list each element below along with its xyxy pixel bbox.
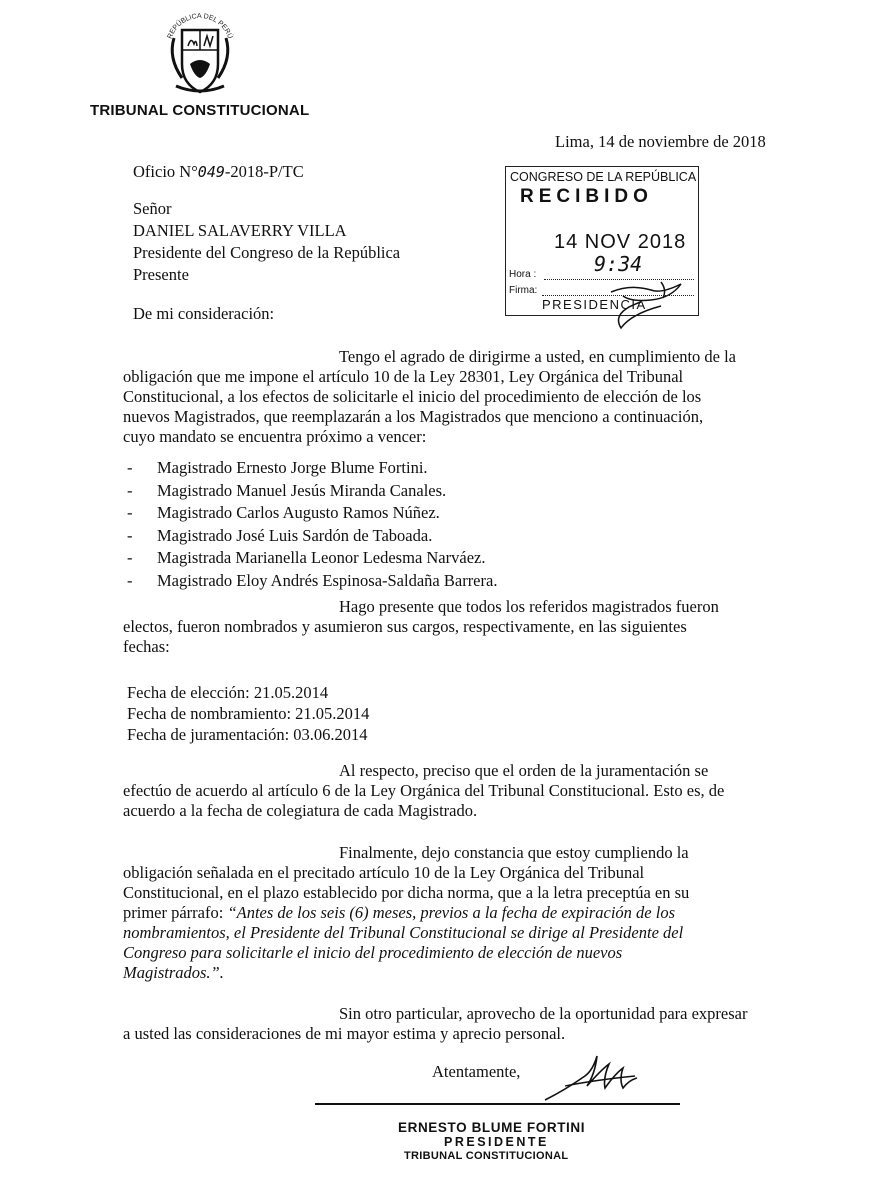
paragraph-line: obligación que me impone el artículo 10 de la Ley 28301, Ley Orgánica del Tribunal: [123, 367, 684, 386]
paragraph-farewell: [123, 1004, 773, 1044]
legal-quote: Congreso para solicitarle el inicio del procedimiento de elección de nuevos: [123, 943, 623, 962]
institution-name: TRIBUNAL CONSTITUCIONAL: [90, 102, 310, 119]
legal-quote: “Antes de los seis (6) meses, previos a la fecha de expiración de los: [227, 903, 675, 922]
list-marker: -: [127, 570, 133, 590]
paragraph-line: [123, 903, 773, 923]
signer-title: PRESIDENTE: [444, 1135, 549, 1149]
magistrate-name: Magistrado Ernesto Jorge Blume Fortini.: [157, 458, 428, 477]
magistrate-name: Magistrado Eloy Andrés Espinosa-Saldaña Barrera.: [157, 570, 498, 590]
paragraph-line: obligación señalada en el precitado artículo 10 de la Ley Orgánica del Tribunal: [123, 863, 645, 882]
salutation: De mi consideración:: [133, 304, 275, 323]
stamp-initials-scribble-icon: [601, 272, 711, 332]
signature-line: [315, 1103, 680, 1105]
addressee-line: Presidente del Congreso de la República: [133, 243, 401, 262]
list-marker: -: [127, 480, 133, 500]
paragraph-line: Hago presente que todos los referidos magistrados fueron: [339, 597, 719, 616]
magistrate-name: Magistrado Manuel Jesús Miranda Canales.: [157, 480, 447, 500]
reference-suffix: -2018-P/TC: [224, 162, 304, 181]
paragraph-legal-basis: [123, 843, 773, 983]
reference-prefix: Oficio N°: [133, 162, 198, 181]
legal-quote: nombramientos, el Presidente del Tribunal Constitucional se dirige al Presidente del: [123, 923, 684, 942]
addressee-line: Presente: [133, 265, 189, 284]
paragraph-line: Finalmente, dejo constancia que estoy cumpliendo la: [339, 843, 689, 862]
stamp-office: PRESIDENCIA: [542, 297, 647, 312]
paragraph-line: Sin otro particular, aprovecho de la oportunidad para expresar: [339, 1004, 748, 1023]
magistrate-name: Magistrado Carlos Augusto Ramos Núñez.: [157, 503, 440, 522]
svg-text:REPÚBLICA DEL PERÚ: [167, 13, 236, 40]
paragraph-swearing-order: [123, 761, 773, 821]
paragraph-intro: [123, 347, 773, 447]
paragraph-line: a usted las consideraciones de mi mayor estima y aprecio personal.: [123, 1024, 566, 1043]
swearing-in-date: Fecha de juramentación: 03.06.2014: [127, 725, 368, 744]
stamp-firma-label: Firma:: [509, 285, 538, 296]
paragraph-line: electos, fueron nombrados y asumieron sus cargos, respectivamente, en las siguientes: [123, 617, 687, 636]
received-stamp: [505, 166, 699, 316]
paragraph-text: primer párrafo:: [123, 903, 228, 922]
paragraph-line: Al respecto, preciso que el orden de la juramentación se: [339, 761, 709, 780]
stamp-time-handwritten: 9:34: [594, 252, 643, 276]
list-marker: -: [127, 503, 133, 522]
signer-organization: TRIBUNAL CONSTITUCIONAL: [404, 1150, 569, 1162]
appointment-date: Fecha de nombramiento: 21.05.2014: [127, 704, 370, 723]
list-marker: -: [127, 458, 133, 477]
crest-caption: REPÚBLICA DEL PERÚ: [166, 12, 234, 40]
magistrate-name: Magistrado José Luis Sardón de Taboada.: [157, 525, 433, 545]
magistrate-name: Magistrada Marianella Leonor Ledesma Narváez.: [157, 548, 486, 567]
legal-quote: Magistrados.”.: [123, 963, 224, 982]
stamp-date: 14 NOV 2018: [554, 231, 687, 253]
stamp-organization: CONGRESO DE LA REPÚBLICA: [510, 170, 697, 184]
letter-date: Lima, 14 de noviembre de 2018: [555, 132, 766, 151]
reference-number: [133, 162, 304, 182]
paragraph-line: Constitucional, a los efectos de solicitarle el inicio del procedimiento de elección de los: [123, 387, 702, 406]
stamp-status: RECIBIDO: [520, 186, 653, 207]
addressee-block: [133, 199, 400, 287]
reference-handwritten-number: 049: [197, 163, 225, 181]
stamp-hora-label: Hora :: [509, 269, 537, 280]
signer-name: ERNESTO BLUME FORTINI: [398, 1120, 586, 1135]
paragraph-line: acuerdo a la fecha de colegiatura de cada Magistrado.: [123, 801, 478, 820]
list-marker: -: [127, 548, 133, 567]
coat-of-arms-icon: [160, 8, 240, 100]
paragraph-line: Constitucional, en el plazo establecido por dicha norma, que a la letra preceptúa en su: [123, 883, 690, 902]
paragraph-line: Tengo el agrado de dirigirme a usted, en cumplimiento de la: [339, 347, 737, 366]
paragraph-line: nuevos Magistrados, que reemplazarán a los Magistrados que menciono a continuación,: [123, 407, 704, 426]
list-marker: -: [127, 525, 133, 545]
paragraph-dates-intro: [123, 597, 773, 657]
paragraph-line: fechas:: [123, 637, 170, 656]
paragraph-line: efectúo de acuerdo al artículo 6 de la Ley Orgánica del Tribunal Constitucional. Esto es, de: [123, 781, 725, 800]
paragraph-line: cuyo mandato se encuentra próximo a vencer:: [123, 427, 427, 446]
addressee-name: DANIEL SALAVERRY VILLA: [133, 221, 347, 240]
closing: Atentamente,: [432, 1062, 521, 1081]
dates-block: [127, 683, 369, 746]
election-date: Fecha de elección: 21.05.2014: [127, 683, 329, 702]
addressee-line: Señor: [133, 199, 172, 218]
